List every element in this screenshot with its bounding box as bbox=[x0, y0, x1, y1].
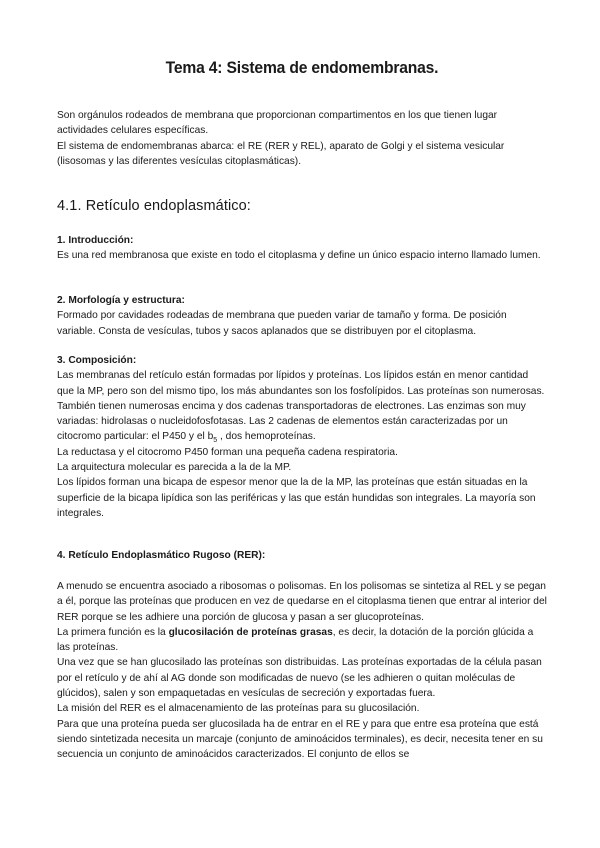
rer-heading: 4. Retículo Endoplasmático Rugoso (RER): bbox=[57, 550, 266, 561]
rer-paragraph-2 bbox=[57, 625, 547, 656]
composicion-p2-start: También tienen numerosas encima y dos cadenas transportadoras de electrones. Las enzimas son muy variadas: hidrolasas o nucleidofosfotasas. Las 2 cadenas de elementos están caracterizadas por un citocromo particular: el P450 y el b bbox=[57, 400, 526, 443]
rer-p2-end: , es decir, la dotación de la porción glúcida a las proteínas. bbox=[57, 626, 534, 654]
rer-paragraph-4: La misión del RER es el almacenamiento de las proteínas para su glucosilación. bbox=[57, 703, 420, 715]
composicion-paragraph-5: Los lípidos forman una bicapa de espesor menor que la de la MP, las proteínas que están situadas en la superficie de la bicapa lipídica son las periféricas y las que están hundidas son integrales. La mayoría son integrales. bbox=[57, 477, 536, 519]
rer-block bbox=[57, 579, 547, 763]
introduccion-text: Es una red membranosa que existe en todo el citoplasma y define un único espacio interno llamado lumen. bbox=[57, 250, 541, 262]
rer-heading-block bbox=[57, 548, 547, 563]
intro-block bbox=[57, 108, 547, 169]
morfologia-block bbox=[57, 293, 547, 339]
rer-p2-bold: glucosilación de proteínas grasas bbox=[168, 626, 333, 638]
composicion-p2-end: , dos hemoproteínas. bbox=[217, 431, 316, 443]
section-heading-reticulo: 4.1. Retículo endoplasmático: bbox=[57, 198, 251, 214]
rer-paragraph-1: A menudo se encuentra asociado a ribosomas o polisomas. En los polisomas se sintetiza al REL y se pegan a él, porque las proteínas que producen en vez de quedarse en el citoplasma tienen que entrar al interior del RER porque se les adhiere una porción de glucosa y pasan a ser glucoproteínas. bbox=[57, 581, 547, 623]
page-title: Tema 4: Sistema de endomembranas. bbox=[165, 58, 439, 77]
composicion-paragraph-4: La arquitectura molecular es parecida a la de la MP. bbox=[57, 462, 292, 474]
intro-paragraph-2: El sistema de endomembranas abarca: el RE (RER y REL), aparato de Golgi y el sistema vesicular (lisosomas y las diferentes vesículas citoplasmáticas). bbox=[57, 140, 505, 167]
morfologia-text: Formado por cavidades rodeadas de membrana que pueden variar de tamaño y forma. De posición variable. Consta de vesículas, tubos y sacos aplanados que se distribuyen por el citoplasma. bbox=[57, 310, 507, 337]
introduccion-heading: 1. Introducción: bbox=[57, 235, 134, 246]
composicion-block bbox=[57, 353, 547, 521]
composicion-paragraph-3: La reductasa y el citocromo P450 forman una pequeña cadena respiratoria. bbox=[57, 446, 398, 458]
introduccion-block bbox=[57, 233, 547, 264]
rer-paragraph-3: Una vez que se han glucosilado las proteínas son distribuidas. Las proteínas exportadas de la célula pasan por el retículo y de ahí al AG donde son modificadas de nuevo (se les adhieren o quitan moléculas de glúcidos), salen y son empaquetadas en vesículas de secreción y exportadas fuera. bbox=[57, 657, 542, 700]
rer-p2-start: La primera función es la bbox=[57, 626, 169, 638]
subscript-5: 5 bbox=[213, 437, 218, 445]
composicion-paragraph-1: Las membranas del retículo están formadas por lípidos y proteínas. Los lípidos están en menor cantidad que la MP, pero son del mismo tipo, los más abundantes son los fosfolípidos. Las proteínas son numerosas. bbox=[57, 370, 545, 397]
morfologia-heading: 2. Morfología y estructura: bbox=[57, 295, 185, 306]
composicion-paragraph-2 bbox=[57, 399, 547, 445]
composicion-heading: 3. Composición: bbox=[57, 355, 137, 366]
rer-paragraph-5: Para que una proteína pueda ser glucosilada ha de entrar en el RE y para que entre esa proteína que está siendo sintetizada necesita un marcaje (conjunto de aminoácidos terminales), es decir, necesita tener en su secuencia un conjunto de aminoácidos caracterizados. El conjunto de ellos se bbox=[57, 718, 543, 761]
intro-paragraph-1: Son orgánulos rodeados de membrana que proporcionan compartimentos en los que tienen lugar actividades celulares específicas. bbox=[57, 110, 498, 137]
